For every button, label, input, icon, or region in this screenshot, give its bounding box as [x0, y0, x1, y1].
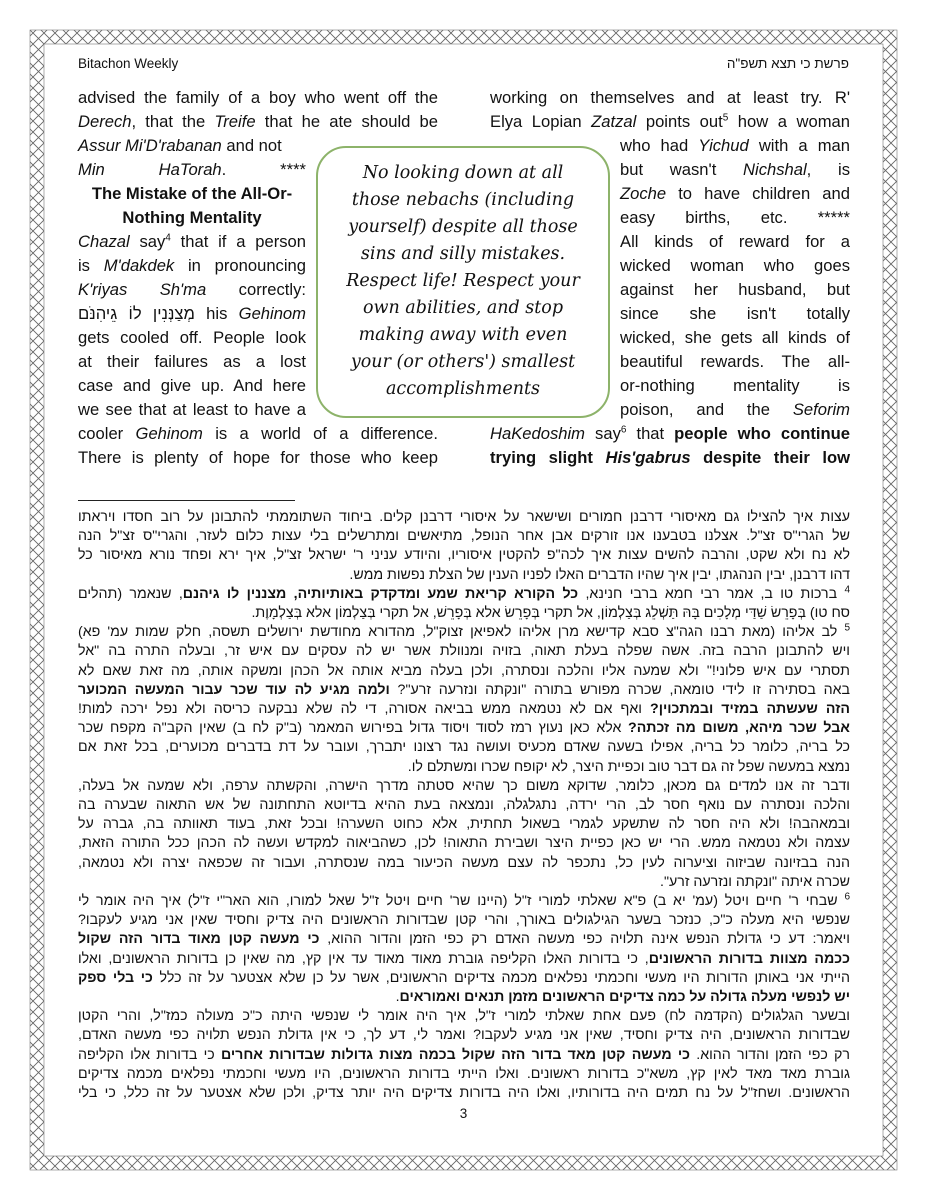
- text-run: since she isn't totally: [620, 304, 850, 323]
- article-line: [620, 182, 850, 206]
- footnote-line: [78, 892, 850, 911]
- text-run: גוברת מאד מאד לאין קץ, משא"כ בדורות ראשונים. ואלו הייתי בדורות הראשונים, היו מעשי וחכמתי נפלאים מכמה צדיקים: [78, 1065, 850, 1082]
- text-run: לא נח ולא שקט, והרבה להשים עצות איך לכה"פ להקטין איסוריו, והיודע עניני ר' ישראל זצ"ל, איך ירא ופחד נורא מאיסור כל: [78, 547, 850, 564]
- text-run: Nichshal: [743, 160, 807, 179]
- text-run: Gehinom: [238, 304, 306, 323]
- text-run: ואף אם לא נטמאה ממש בביאה אסורה, די לה שלא נבקעה כריסה ולא נפל ירכה למות!: [78, 701, 651, 717]
- article-line: [490, 110, 850, 134]
- article-line: [620, 350, 850, 374]
- page-number: 3: [459, 1106, 468, 1121]
- pull-quote-line: making away with even: [358, 325, 568, 345]
- footnote-ref: 4: [165, 232, 171, 244]
- article-line: [620, 134, 850, 158]
- text-run: עצמה ולא נטמאה ממש. הרי יש כאן כפיית היצר ושבירת התאוה! לכן, כשהביאוה למקדש ועשה לה הכהן ככל התורה הזאת,: [78, 835, 850, 852]
- text-run: cooler: [78, 424, 136, 443]
- footnote-ref: 4: [844, 584, 850, 596]
- text-run: All kinds of reward for a: [620, 232, 850, 251]
- text-run: The Mistake of the All-Or-: [91, 184, 293, 203]
- text-run: working on themselves and at least try. R': [490, 88, 850, 107]
- text-run: הנה בבזיונה שביזוה וציערוה לעין כל, נתכפר לה עצם מעשה הכיעור במה שנסתרה, ועבור זה שכפאה יצרה ולא נטמאה,: [78, 854, 850, 871]
- text-run: תסתרי עם איש פלוני!" ולא שמעה אליו והלכה ונסתרה, ולכן בעלה מביא אותה אל הכהן ומשקה אותה, מה זאת שאם לא: [78, 662, 850, 679]
- footnote-line: [78, 604, 850, 623]
- text-run: סח טו) בְּפָרֵשׂ שַׁדַּי מְלָכִים בָּהּ תַּשְׁלֵג בְּצַלְמוֹן, אל תקרי בְּפָרֵשׂ אלא בְּפָרֵשׁ, אל תקרי בְּצַלְמוֹן אלא בְּצַלְמָוֶת.: [251, 605, 850, 621]
- article-line: [78, 182, 306, 206]
- text-run: כי מעשה קטן מאוד בדור הזה שקול: [78, 931, 320, 948]
- footnote-line: [78, 662, 850, 681]
- text-run: poison, and the: [620, 400, 793, 419]
- text-run: ודבר זה אנו למדים גם מכאן, כלומר, שדוקא משום כך שהיא סטתה מדרך הישרה, והקשתה ערפה, ולא שמעה אל בעלה,: [78, 777, 850, 794]
- text-run: . ****: [221, 160, 306, 179]
- pull-quote-line: those nebachs (including: [351, 190, 575, 210]
- article-line: [620, 398, 850, 422]
- text-run: שכרה איתה "ונקתה ונזרעה זרע".: [660, 873, 850, 890]
- text-run: beautiful rewards. The all-: [620, 352, 850, 371]
- text-run: or-nothing mentality is: [620, 376, 850, 395]
- footnote-line: [78, 930, 850, 949]
- text-run: that: [626, 424, 675, 443]
- footnote-line: [78, 719, 850, 738]
- publication-title: Bitachon Weekly: [78, 56, 179, 71]
- footnote-line: [78, 834, 850, 853]
- text-run: his: [194, 304, 239, 323]
- text-run: who had: [620, 136, 699, 155]
- text-run: Gehinom: [135, 424, 203, 443]
- text-run: כל הקורא קריאת שמע ומדקדק באותיותיה, מצננין לו גיהנם: [182, 585, 579, 602]
- text-run: שבחי ר' חיים ויטל (עמ' יא ב) פ"א שאלתי למורי ז"ל (היינו שר' חיים ויטל ז"ל שאל למורו, הוא האר"י ז"ל) איך היה אומר לי: [78, 893, 845, 909]
- footnote-line: [78, 1026, 850, 1045]
- article-line: [78, 422, 438, 446]
- article-line: [78, 446, 438, 470]
- text-run: correctly:: [206, 280, 306, 299]
- footnote-line: [78, 873, 850, 892]
- article-line: [78, 374, 306, 398]
- footnote-line: [78, 623, 850, 642]
- text-run: הייתי אני באותן הדורות היו מעשי וחכמתי נפלאים מכמה צדיקים הראשונים, אשר על כן שלא אצטער על זה כלל: [152, 969, 850, 986]
- text-run: is a world of a difference.: [202, 424, 438, 443]
- text-run: ויאמר: דע כי גדולת הנפש אינה תלויה כפי מעשה האדם רק כפי הזמן והדור ההוא,: [319, 931, 850, 948]
- text-run: דהו דרבנן, יבין הנהגתו, יבין איך שהיו הדברים האלו לפניו הענין של הצלת נפשות ממש.: [349, 566, 850, 583]
- footnote-line: [78, 969, 850, 988]
- text-run: רק כפי הזמן והדור ההוא.: [690, 1046, 850, 1063]
- text-run: gets cooled off. People look: [78, 328, 306, 347]
- text-run: באה בסתירה זו לידי טומאה, שכרה מפורש בתורה "ונקתה ונזרעה זרע"?: [389, 681, 850, 698]
- text-run: Elya Lopian: [490, 112, 592, 131]
- text-run: ככמה מצוות בדורות הראשונים: [648, 950, 850, 967]
- text-run: in pronouncing: [174, 256, 306, 275]
- text-run: wicked, she gets all kinds of: [620, 328, 850, 347]
- article-line: [620, 206, 850, 230]
- text-run: advised the family of a boy who went off the: [78, 88, 438, 107]
- text-run: people who continue: [674, 424, 851, 443]
- text-run: but wasn't: [620, 160, 744, 179]
- article-line: [620, 326, 850, 350]
- article-line: [490, 422, 850, 446]
- text-run: כי בדורות אלו הקליפה: [78, 1046, 221, 1063]
- text-run: ויש להתבונן הרבה בזה. אשה שפלה בעלת תאוה, בזויה ומנוולת אשר יש לה עסקים עם איש זר, ובעלה התרה בה "אל: [78, 643, 850, 660]
- text-run: Min HaTorah: [78, 160, 222, 179]
- text-run: that if a person: [170, 232, 306, 251]
- pull-quote-line: accomplishments: [385, 379, 541, 399]
- text-run: יש לנפשי מעלה גדולה על כמה צדיקים הראשונים מזמן תנאים ואמוראים: [399, 989, 850, 1005]
- text-run: case and give up. And here: [78, 376, 306, 395]
- text-run: , שנאמר (תהלים: [78, 585, 183, 602]
- text-run: אבל שכר מיהא, משום מה זכתה?: [628, 720, 850, 737]
- text-run: M'dakdek: [103, 256, 175, 275]
- text-run: trying slight: [490, 448, 606, 467]
- footnote-line: [78, 815, 850, 834]
- text-run: .: [395, 989, 400, 1005]
- text-run: There is plenty of hope for those who keep: [78, 448, 438, 467]
- text-run: Seforim: [792, 400, 850, 419]
- pull-quote-line: No looking down at all: [362, 163, 564, 183]
- text-run: that he ate should be: [255, 112, 438, 131]
- text-run: , that the: [131, 112, 215, 131]
- pull-quote-box: [316, 146, 610, 418]
- text-run: points out: [636, 112, 723, 131]
- text-run: we see that at least to have a: [78, 400, 306, 419]
- text-run: הזה שעשתה במזיד ובמתכוין?: [650, 701, 850, 717]
- text-run: Zatzal: [591, 112, 637, 131]
- footnote-line: [78, 988, 850, 1007]
- text-run: K'riyas Sh'ma: [78, 280, 207, 299]
- text-run: against her husband, but: [620, 280, 850, 299]
- text-run: how a woman: [728, 112, 850, 131]
- text-run: ובמאהבה! ולא היה חסר לה שתשקע לגמרי בשאול תחתית, אלא כחוט השערה! ובכל זאת, בעוד תאוותה בה, גברה על: [78, 816, 850, 833]
- footnote-line: [78, 1046, 850, 1065]
- article-line: [78, 254, 306, 278]
- footnote-line: [78, 527, 850, 546]
- footnote-line: [78, 585, 850, 604]
- article-line: [78, 398, 306, 422]
- footnote-separator: [78, 500, 295, 501]
- text-run: His'gabrus: [605, 448, 691, 467]
- article-line: [620, 278, 850, 302]
- text-run: ברכות טו ב, אמר רבי חמא ברבי חנינא,: [578, 585, 845, 602]
- text-run: ובשער הגלגולים (הקדמה לח) פעם אחת שאלתי למורי ז"ל, איך היה אומר לי שנפשי היתה כ"כ מעולה כמז"ל, והרי הקטן: [78, 1008, 850, 1025]
- footnote-line: [78, 566, 850, 585]
- text-run: כי בלי ספק: [78, 969, 153, 986]
- text-run: say: [585, 424, 621, 443]
- footnote-line: [78, 738, 850, 757]
- footnote-line: [78, 758, 850, 777]
- text-run: Derech: [78, 112, 132, 131]
- text-run: Treife: [214, 112, 256, 131]
- footnote-line: [78, 911, 850, 930]
- text-run: , כי בדורות האלו הקליפה גוברת מאוד מאוד עד אין קץ, מה שאין כן בדורות הראשונים, ואלו: [78, 950, 649, 967]
- article-line: [620, 374, 850, 398]
- text-run: Nothing Mentality: [122, 208, 262, 227]
- text-run: כל בריה, כלומר כל בריה, אפילו בשעה שאדם מכעיס ועושה נגד רצונו יתברך, ועובר על דת בדברים מכוערים, בכל זאת אם: [78, 739, 850, 756]
- text-run: say: [129, 232, 166, 251]
- text-run: Yichud: [698, 136, 749, 155]
- text-run: של הגרי"ס זצ"ל. אצלנו בטבענו אנו זורקים אבן אחר הנופל, מתיאשים ומתרשלים בלי עצות כלום לעזר, והגרי"ס זצ"ל הנה: [78, 528, 850, 545]
- footnote-ref: 5: [722, 112, 729, 124]
- article-line: [78, 134, 306, 158]
- pull-quote-line: your (or others') smallest: [350, 352, 576, 372]
- article-line: [490, 446, 850, 470]
- text-run: שבדורות הראשונים, היה צדיק וחסיד, שאין אני מגיע לעקבו? ואמר לי, דע לך, כי אין גדולת הנפש תלויה כפי מעשה האדם,: [78, 1027, 850, 1044]
- article-line: [78, 326, 306, 350]
- text-run: Chazal: [78, 232, 130, 251]
- footnote-line: [78, 777, 850, 796]
- text-run: עצות איך להצילו גם מאיסורי דרבנן חמורים ושישאר על איסורי דרבנן קלים. ביחוד השתוממתי להתבונן על רוב חסדו ויראתו: [78, 509, 850, 525]
- text-run: HaKedoshim: [490, 424, 586, 443]
- pull-quote-line: sins and silly mistakes.: [360, 244, 566, 264]
- text-run: easy births, etc. *****: [620, 208, 850, 227]
- text-run: נמצא במעשה שפל זה גם דבר טוב וכפיית היצר, לא יקופח שכרו ומשתלם לו.: [407, 758, 850, 775]
- footnote-line: [78, 1084, 850, 1103]
- footnote-line: [78, 950, 850, 969]
- text-run: is: [78, 256, 104, 275]
- footnote-ref: 6: [844, 891, 850, 903]
- text-run: to have children and: [666, 184, 850, 203]
- article-line: [78, 158, 306, 182]
- article-line: [78, 206, 306, 230]
- text-run: , is: [806, 160, 850, 179]
- footnote-line: [78, 700, 850, 719]
- text-run: לב אליהו (מאת רבנו הגה"צ סבא קדישא מרן אליהו לאפיאן זצוק"ל, מהדורא מחודשת ירושלים תשסה, חלק שמות עמ' פא): [78, 624, 845, 641]
- article-line: [78, 302, 306, 326]
- article-line: [78, 350, 306, 374]
- article-line: [78, 110, 438, 134]
- text-run: אלא כאן נעוץ רמז לסוד ויסוד גדול בפירוש המאמר (ב"ק לח ב) שאין הקב"ה מקפח שכר: [78, 720, 629, 737]
- footnote-line: [78, 854, 850, 873]
- text-run: despite their low: [690, 448, 850, 467]
- text-run: Zoche: [620, 184, 667, 203]
- footnote-ref: 6: [620, 424, 627, 436]
- footnote-line: [78, 1065, 850, 1084]
- article-line: [78, 86, 438, 110]
- pull-quote-line: Respect life! Respect your: [346, 271, 580, 291]
- pull-quote-line: own abilities, and stop: [362, 298, 564, 318]
- footnote-line: [78, 546, 850, 565]
- article-line: [78, 230, 306, 254]
- parsha-title: פרשת כי תצא תשפ"ה: [726, 56, 849, 71]
- footnote-ref: 5: [844, 622, 850, 634]
- article-line: [620, 230, 850, 254]
- text-run: with a man: [748, 136, 850, 155]
- pull-quote-line: yourself) despite all those: [348, 217, 578, 237]
- text-run: at their failures as a lost: [78, 352, 306, 371]
- text-run: Assur Mi'D'rabanan: [78, 136, 222, 155]
- text-run: כי מעשה קטן מאד בדור הזה שקול בכמה מצות גדולות שבדורות אחרים: [220, 1046, 691, 1063]
- article-line: [620, 158, 850, 182]
- footnote-line: [78, 681, 850, 700]
- footnote-line: [78, 642, 850, 661]
- text-run: and not: [221, 136, 282, 155]
- text-run: מְצַנְּנִין לוֹ גֵיהִנֹּם: [78, 304, 195, 323]
- article-line: [620, 254, 850, 278]
- footnote-line: [78, 796, 850, 815]
- article-line: [620, 302, 850, 326]
- footnote-line: [78, 508, 850, 527]
- footnote-line: [78, 1007, 850, 1026]
- text-run: שנפשי היא מעלה כ"כ, כנזכר בשער הגילגולים באורך, והרי קטן שבדורות הראשונים היה צדיק וחסיד שאין אני מגיע לעקבו?: [78, 912, 850, 929]
- article-line: [78, 278, 306, 302]
- text-run: ולמה מגיע לה עוד שכר עבור המעשה המכוער: [78, 681, 390, 698]
- article-line: [490, 86, 850, 110]
- text-run: wicked woman who goes: [620, 256, 850, 275]
- text-run: והלכה ונסתרה עם נואף חסר לב, הרי ירדה, נתגלגלה, ונמצאה בעת ההיא בדיוטא התחתונה של אש התאוה שבערה בה: [78, 797, 850, 813]
- text-run: הראשונים. ושחז"ל על נח תמים היה בדורותיו, ואלו היה בדורות צדיקים היה יותר צדיק, ולכן שלא אצטער על זה כלל, כי בלי: [78, 1085, 850, 1101]
